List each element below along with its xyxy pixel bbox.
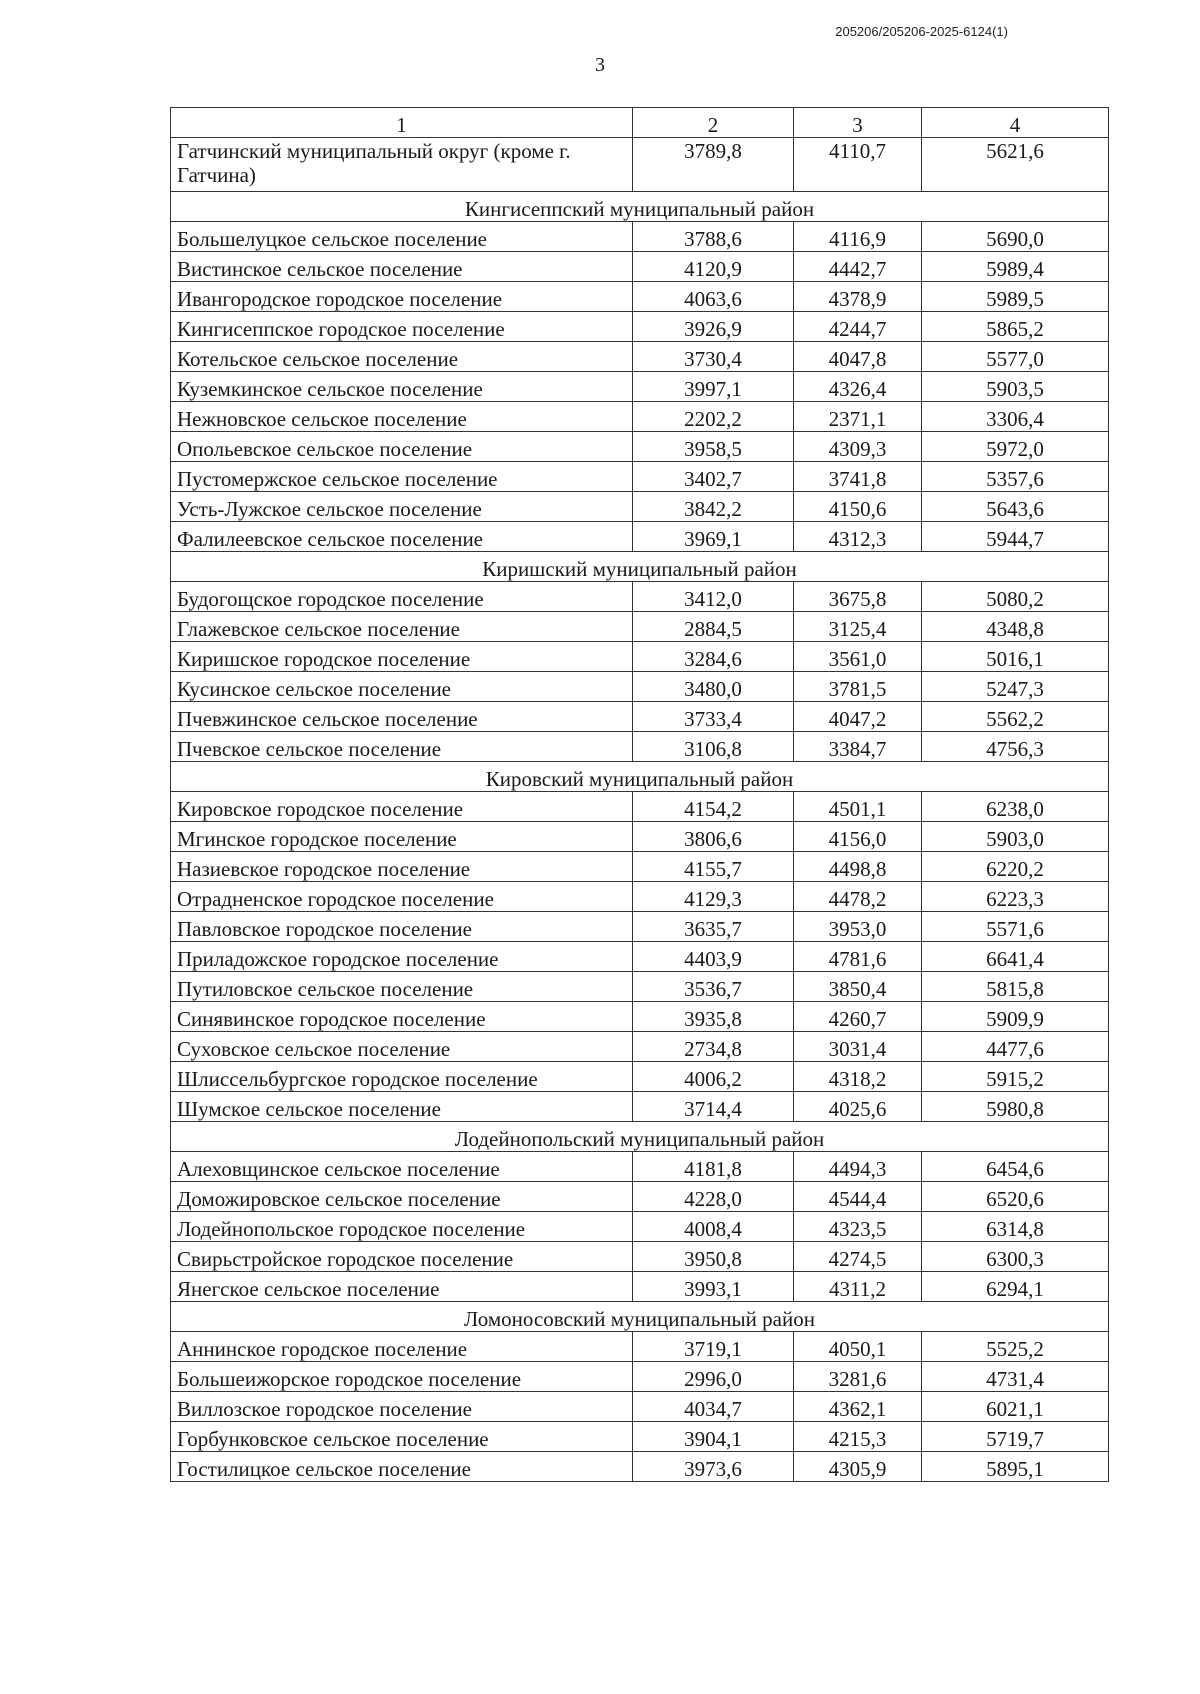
value-col3: 4494,3 (794, 1152, 922, 1182)
value-col2: 3789,8 (633, 138, 794, 192)
section-header-row (171, 1302, 1109, 1332)
table-row (171, 312, 1109, 342)
value-col4: 4477,6 (922, 1032, 1109, 1062)
value-col3: 4318,2 (794, 1062, 922, 1092)
value-col2: 4154,2 (633, 792, 794, 822)
header-row (171, 108, 1109, 138)
value-col4: 6021,1 (922, 1392, 1109, 1422)
value-col2: 4034,7 (633, 1392, 794, 1422)
value-col3: 3953,0 (794, 912, 922, 942)
table-row (171, 372, 1109, 402)
value-col3: 3675,8 (794, 582, 922, 612)
value-col3: 3741,8 (794, 462, 922, 492)
value-col3: 4116,9 (794, 222, 922, 252)
value-col3: 4311,2 (794, 1272, 922, 1302)
row-name: Путиловское сельское поселение (171, 972, 633, 1002)
table-row (171, 1362, 1109, 1392)
row-name: Пустомержское сельское поселение (171, 462, 633, 492)
value-col2: 3635,7 (633, 912, 794, 942)
value-col4: 5562,2 (922, 702, 1109, 732)
value-col4: 5080,2 (922, 582, 1109, 612)
value-col3: 4215,3 (794, 1422, 922, 1452)
row-name: Гатчинский муниципальный округ (кроме г. Гатчина) (171, 138, 633, 192)
value-col3: 4260,7 (794, 1002, 922, 1032)
value-col2: 2884,5 (633, 612, 794, 642)
table-row (171, 1092, 1109, 1122)
row-name: Назиевское городское поселение (171, 852, 633, 882)
table-row (171, 882, 1109, 912)
value-col4: 5719,7 (922, 1422, 1109, 1452)
value-col4: 5865,2 (922, 312, 1109, 342)
value-col3: 4323,5 (794, 1212, 922, 1242)
table-row (171, 1332, 1109, 1362)
table-row (171, 792, 1109, 822)
value-col4: 5909,9 (922, 1002, 1109, 1032)
value-col2: 3106,8 (633, 732, 794, 762)
table-row (171, 852, 1109, 882)
table-row (171, 462, 1109, 492)
value-col4: 5525,2 (922, 1332, 1109, 1362)
document-id: 205206/205206-2025-6124(1) (835, 24, 1008, 39)
value-col4: 6641,4 (922, 942, 1109, 972)
value-col3: 3781,5 (794, 672, 922, 702)
row-name: Шумское сельское поселение (171, 1092, 633, 1122)
value-col2: 4155,7 (633, 852, 794, 882)
value-col3: 4478,2 (794, 882, 922, 912)
table-row (171, 1212, 1109, 1242)
value-col2: 3926,9 (633, 312, 794, 342)
table-row (171, 432, 1109, 462)
row-name: Опольевское сельское поселение (171, 432, 633, 462)
section-header-row (171, 1122, 1109, 1152)
row-name: Ивангородское городское поселение (171, 282, 633, 312)
row-name: Лодейнопольское городское поселение (171, 1212, 633, 1242)
value-col4: 5972,0 (922, 432, 1109, 462)
table-row (171, 582, 1109, 612)
section-title: Кировский муниципальный район (171, 762, 1109, 792)
row-name: Суховское сельское поселение (171, 1032, 633, 1062)
table-row (171, 1242, 1109, 1272)
value-col4: 6314,8 (922, 1212, 1109, 1242)
value-col3: 4326,4 (794, 372, 922, 402)
value-col3: 4442,7 (794, 252, 922, 282)
row-name: Доможировское сельское поселение (171, 1182, 633, 1212)
value-col3: 4047,8 (794, 342, 922, 372)
value-col4: 5643,6 (922, 492, 1109, 522)
value-col3: 4501,1 (794, 792, 922, 822)
value-col2: 3973,6 (633, 1452, 794, 1482)
value-col3: 4781,6 (794, 942, 922, 972)
value-col2: 2202,2 (633, 402, 794, 432)
row-name: Пчевжинское сельское поселение (171, 702, 633, 732)
section-title: Ломоносовский муниципальный район (171, 1302, 1109, 1332)
table-row (171, 642, 1109, 672)
value-col3: 4312,3 (794, 522, 922, 552)
table-row (171, 1152, 1109, 1182)
value-col2: 4120,9 (633, 252, 794, 282)
table-row (171, 972, 1109, 1002)
value-col4: 6520,6 (922, 1182, 1109, 1212)
row-name: Будогощское городское поселение (171, 582, 633, 612)
value-col4: 6220,2 (922, 852, 1109, 882)
row-name: Алеховщинское сельское поселение (171, 1152, 633, 1182)
table-row (171, 942, 1109, 972)
value-col2: 3719,1 (633, 1332, 794, 1362)
row-name: Виллозское городское поселение (171, 1392, 633, 1422)
table-row (171, 672, 1109, 702)
table-row (171, 492, 1109, 522)
value-col2: 3969,1 (633, 522, 794, 552)
value-col4: 3306,4 (922, 402, 1109, 432)
value-col4: 5989,5 (922, 282, 1109, 312)
value-col4: 5980,8 (922, 1092, 1109, 1122)
value-col2: 3950,8 (633, 1242, 794, 1272)
value-col4: 6454,6 (922, 1152, 1109, 1182)
value-col4: 5895,1 (922, 1452, 1109, 1482)
value-col4: 5247,3 (922, 672, 1109, 702)
row-name: Аннинское городское поселение (171, 1332, 633, 1362)
row-name: Гостилицкое сельское поселение (171, 1452, 633, 1482)
value-col4: 5944,7 (922, 522, 1109, 552)
table-row (171, 222, 1109, 252)
table-row (171, 342, 1109, 372)
row-name: Большеижорское городское поселение (171, 1362, 633, 1392)
value-col4: 5690,0 (922, 222, 1109, 252)
value-col2: 3402,7 (633, 462, 794, 492)
row-name: Пчевское сельское поселение (171, 732, 633, 762)
row-name: Глажевское сельское поселение (171, 612, 633, 642)
value-col2: 3958,5 (633, 432, 794, 462)
value-col4: 6238,0 (922, 792, 1109, 822)
table-row (171, 1272, 1109, 1302)
value-col2: 3935,8 (633, 1002, 794, 1032)
value-col2: 3842,2 (633, 492, 794, 522)
value-col3: 3125,4 (794, 612, 922, 642)
table-row (171, 522, 1109, 552)
value-col4: 5571,6 (922, 912, 1109, 942)
row-name: Киришское городское поселение (171, 642, 633, 672)
value-col4: 5815,8 (922, 972, 1109, 1002)
row-name: Шлиссельбургское городское поселение (171, 1062, 633, 1092)
value-col3: 4498,8 (794, 852, 922, 882)
value-col2: 3412,0 (633, 582, 794, 612)
value-col2: 4181,8 (633, 1152, 794, 1182)
value-col3: 3850,4 (794, 972, 922, 1002)
row-name: Кировское городское поселение (171, 792, 633, 822)
value-col2: 3788,6 (633, 222, 794, 252)
value-col4: 5621,6 (922, 138, 1109, 192)
table-row (171, 732, 1109, 762)
section-title: Киришский муниципальный район (171, 552, 1109, 582)
table-row (171, 282, 1109, 312)
row-name: Большелуцкое сельское поселение (171, 222, 633, 252)
row-name: Усть-Лужское сельское поселение (171, 492, 633, 522)
value-col3: 4244,7 (794, 312, 922, 342)
value-col2: 3904,1 (633, 1422, 794, 1452)
value-col2: 3480,0 (633, 672, 794, 702)
value-col3: 3384,7 (794, 732, 922, 762)
value-col4: 4731,4 (922, 1362, 1109, 1392)
value-col3: 4050,1 (794, 1332, 922, 1362)
value-col2: 3993,1 (633, 1272, 794, 1302)
value-col2: 4403,9 (633, 942, 794, 972)
row-name: Фалилеевское сельское поселение (171, 522, 633, 552)
value-col3: 4362,1 (794, 1392, 922, 1422)
value-col2: 2734,8 (633, 1032, 794, 1062)
table-row (171, 702, 1109, 732)
table-row (171, 252, 1109, 282)
table-row (171, 912, 1109, 942)
value-col3: 4274,5 (794, 1242, 922, 1272)
row-name: Нежновское сельское поселение (171, 402, 633, 432)
row-name: Синявинское городское поселение (171, 1002, 633, 1032)
value-col3: 3281,6 (794, 1362, 922, 1392)
row-name: Кингисеппское городское поселение (171, 312, 633, 342)
row-name: Куземкинское сельское поселение (171, 372, 633, 402)
value-col3: 4378,9 (794, 282, 922, 312)
row-name: Горбунковское сельское поселение (171, 1422, 633, 1452)
row-name: Мгинское городское поселение (171, 822, 633, 852)
column-header: 1 (171, 108, 633, 138)
table-row (171, 1452, 1109, 1482)
row-name: Вистинское сельское поселение (171, 252, 633, 282)
value-col4: 5989,4 (922, 252, 1109, 282)
row-name: Котельское сельское поселение (171, 342, 633, 372)
table-row (171, 1422, 1109, 1452)
data-table (170, 107, 1109, 1482)
value-col2: 4228,0 (633, 1182, 794, 1212)
value-col3: 4544,4 (794, 1182, 922, 1212)
value-col4: 4756,3 (922, 732, 1109, 762)
row-name: Приладожское городское поселение (171, 942, 633, 972)
row-name: Янегское сельское поселение (171, 1272, 633, 1302)
row-name: Отрадненское городское поселение (171, 882, 633, 912)
value-col2: 4063,6 (633, 282, 794, 312)
row-name: Свирьстройское городское поселение (171, 1242, 633, 1272)
row-name: Павловское городское поселение (171, 912, 633, 942)
value-col2: 4006,2 (633, 1062, 794, 1092)
value-col3: 4047,2 (794, 702, 922, 732)
section-title: Кингисеппский муниципальный район (171, 192, 1109, 222)
section-header-row (171, 762, 1109, 792)
value-col2: 4129,3 (633, 882, 794, 912)
value-col3: 4025,6 (794, 1092, 922, 1122)
table-row (171, 822, 1109, 852)
value-col3: 4156,0 (794, 822, 922, 852)
value-col4: 5357,6 (922, 462, 1109, 492)
value-col4: 5903,0 (922, 822, 1109, 852)
column-header: 3 (794, 108, 922, 138)
value-col4: 5016,1 (922, 642, 1109, 672)
value-col2: 3536,7 (633, 972, 794, 1002)
value-col2: 3997,1 (633, 372, 794, 402)
value-col3: 3031,4 (794, 1032, 922, 1062)
section-header-row (171, 192, 1109, 222)
value-col4: 5577,0 (922, 342, 1109, 372)
table-row (171, 1032, 1109, 1062)
value-col3: 4150,6 (794, 492, 922, 522)
value-col2: 3284,6 (633, 642, 794, 672)
value-col4: 5903,5 (922, 372, 1109, 402)
table-row (171, 612, 1109, 642)
value-col2: 2996,0 (633, 1362, 794, 1392)
column-header: 2 (633, 108, 794, 138)
section-title: Лодейнопольский муниципальный район (171, 1122, 1109, 1152)
table-row (171, 1002, 1109, 1032)
value-col2: 3714,4 (633, 1092, 794, 1122)
value-col2: 3806,6 (633, 822, 794, 852)
row-name: Кусинское сельское поселение (171, 672, 633, 702)
page-number: 3 (595, 54, 605, 76)
table-row (171, 1062, 1109, 1092)
value-col3: 4309,3 (794, 432, 922, 462)
value-col4: 6294,1 (922, 1272, 1109, 1302)
value-col3: 2371,1 (794, 402, 922, 432)
value-col3: 3561,0 (794, 642, 922, 672)
column-header: 4 (922, 108, 1109, 138)
table-row (171, 138, 1109, 192)
value-col3: 4110,7 (794, 138, 922, 192)
value-col2: 4008,4 (633, 1212, 794, 1242)
table-row (171, 1182, 1109, 1212)
value-col2: 3730,4 (633, 342, 794, 372)
table-row (171, 1392, 1109, 1422)
value-col3: 4305,9 (794, 1452, 922, 1482)
value-col4: 4348,8 (922, 612, 1109, 642)
value-col2: 3733,4 (633, 702, 794, 732)
value-col4: 6223,3 (922, 882, 1109, 912)
value-col4: 5915,2 (922, 1062, 1109, 1092)
table-row (171, 402, 1109, 432)
section-header-row (171, 552, 1109, 582)
value-col4: 6300,3 (922, 1242, 1109, 1272)
